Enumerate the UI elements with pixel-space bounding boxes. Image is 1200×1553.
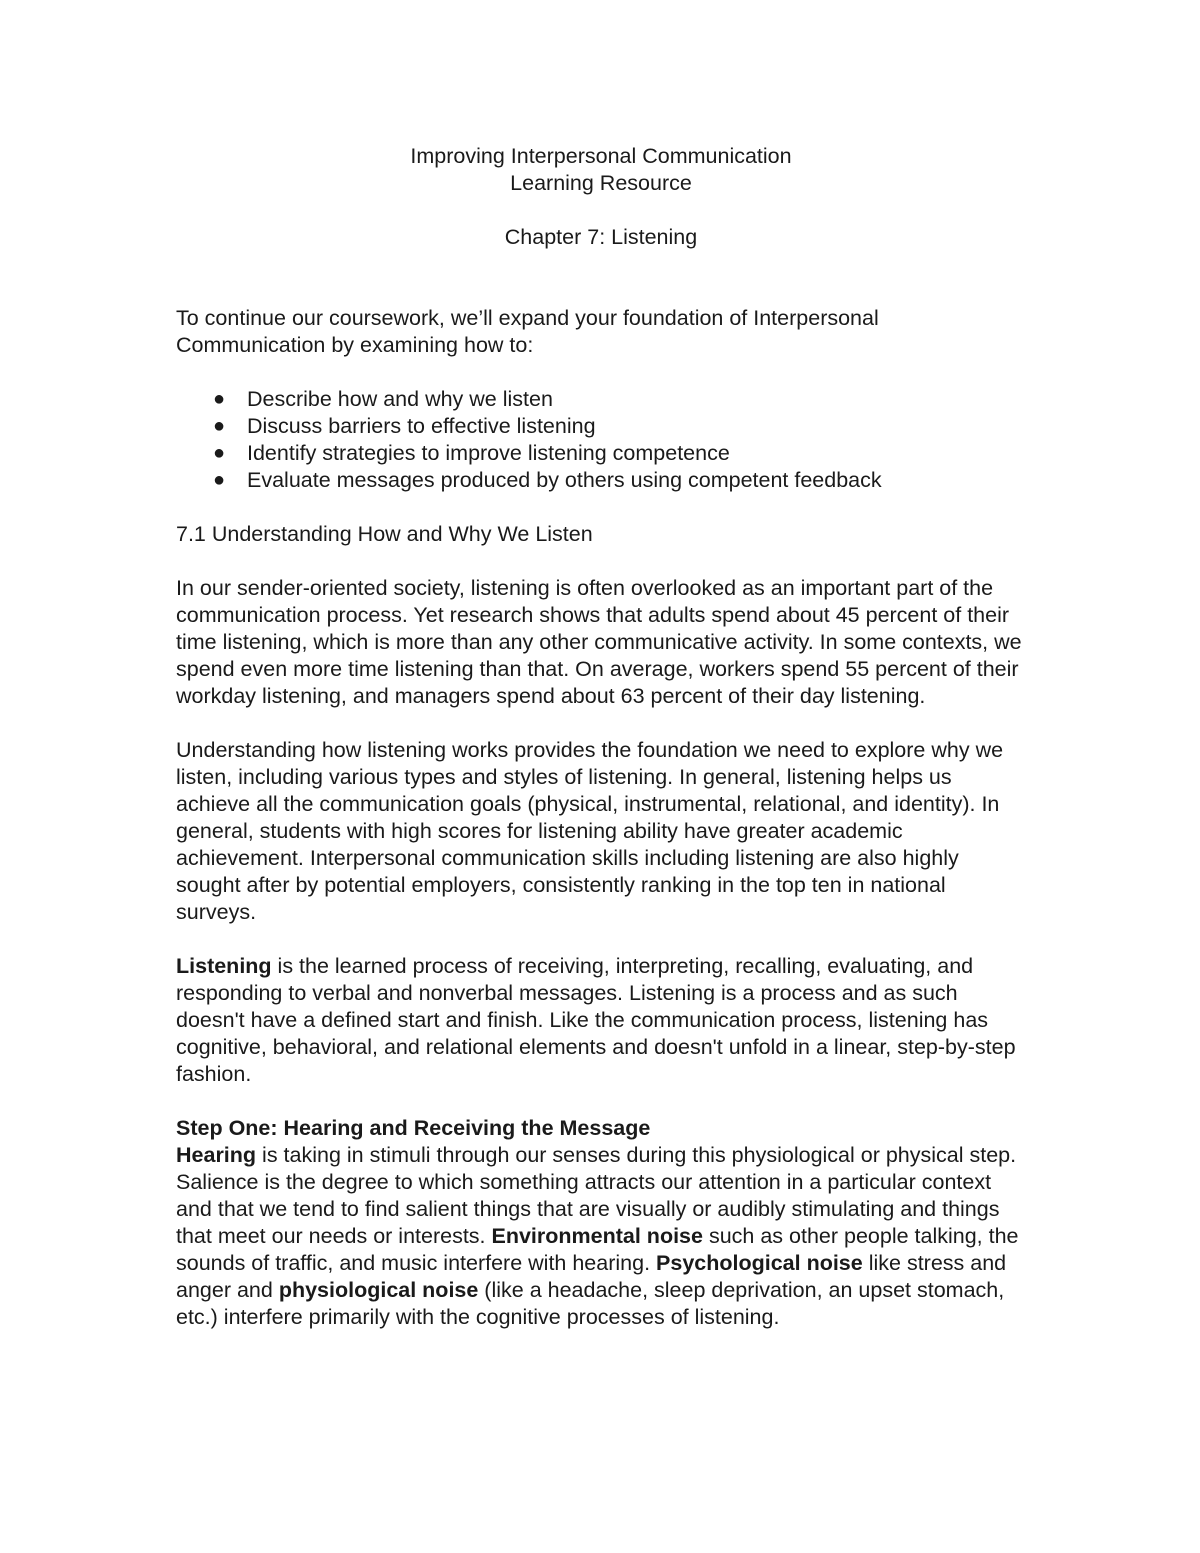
list-item-text: Discuss barriers to effective listening — [247, 414, 596, 438]
intro-paragraph: To continue our coursework, we’ll expand your foundation of Interpersonal Communication by examining how to: — [176, 306, 879, 357]
list-item-text: Identify strategies to improve listening competence — [247, 441, 730, 465]
listening-term: Listening — [176, 954, 272, 978]
step-one-heading-text: Step One: Hearing and Receiving the Message — [176, 1116, 651, 1140]
list-item — [176, 440, 1026, 467]
objectives-list — [176, 386, 1026, 494]
list-item — [176, 386, 1026, 413]
hearing-text-3: like stress and anger and — [176, 1251, 1007, 1302]
body-paragraph: Understanding how listening works provides the foundation we need to explore why we listen, including various types and styles of listening. In general, listening helps us achieve all the communication goals (physical, instrumental, relational, and identity). In general, students with high scores for listening ability have greater academic achievement. Interpersonal communication skills including listening are also highly sought after by potential employers, consistently ranking in the top ten in national surveys. — [176, 738, 1004, 924]
bullet-icon: ● — [213, 442, 226, 464]
listening-definition: is the learned process of receiving, interpreting, recalling, evaluating, and responding to verbal and nonverbal messages. Listening is a process and as such doesn't have a defined start and finish. Like the communication process, listening has cognitive, behavioral, and relational elements and doesn't unfold in a linear, step-by-step fashion. — [176, 954, 1016, 1086]
listening-definition-paragraph — [176, 953, 1026, 1088]
list-item-text: Describe how and why we listen — [247, 387, 553, 411]
hearing-text-1: is taking in stimuli through our senses during this physiological or physical step. Salience is the degree to which something attracts our attention in a particular context and that we tend to find salient things that are visually or audibly stimulating and things that meet our needs or interests. — [176, 1143, 1017, 1248]
document-subtitle: Learning Resource — [510, 171, 692, 195]
section-heading: 7.1 Understanding How and Why We Listen — [176, 522, 593, 546]
title-block — [176, 143, 1026, 251]
environmental-noise-term: Environmental noise — [491, 1224, 703, 1248]
list-item — [176, 413, 1026, 440]
bullet-icon: ● — [213, 415, 226, 437]
psychological-noise-term: Psychological noise — [656, 1251, 863, 1275]
hearing-text-4: (like a headache, sleep deprivation, an upset stomach, etc.) interfere primarily with the cognitive processes of listening. — [176, 1278, 1005, 1329]
bullet-icon: ● — [213, 469, 226, 491]
hearing-term: Hearing — [176, 1143, 257, 1167]
chapter-heading: Chapter 7: Listening — [504, 225, 698, 249]
bullet-icon: ● — [213, 388, 226, 410]
list-item — [176, 467, 1026, 494]
body-paragraph: In our sender-oriented society, listening is often overlooked as an important part of the communication process. Yet research shows that adults spend about 45 percent of their time listening, which is more than any other communicative activity. In some contexts, we spend even more time listening than that. On average, workers spend 55 percent of their workday listening, and managers spend about 63 percent of their day listening. — [176, 576, 1022, 708]
hearing-text-2: such as other people talking, the sounds of traffic, and music interfere with hearing. — [176, 1224, 1019, 1275]
physiological-noise-term: physiological noise — [278, 1278, 479, 1302]
document-title: Improving Interpersonal Communication — [410, 144, 792, 168]
document-page — [176, 143, 1026, 1331]
hearing-paragraph — [176, 1142, 1026, 1331]
step-one-heading — [176, 1115, 1026, 1142]
list-item-text: Evaluate messages produced by others using competent feedback — [247, 468, 882, 492]
